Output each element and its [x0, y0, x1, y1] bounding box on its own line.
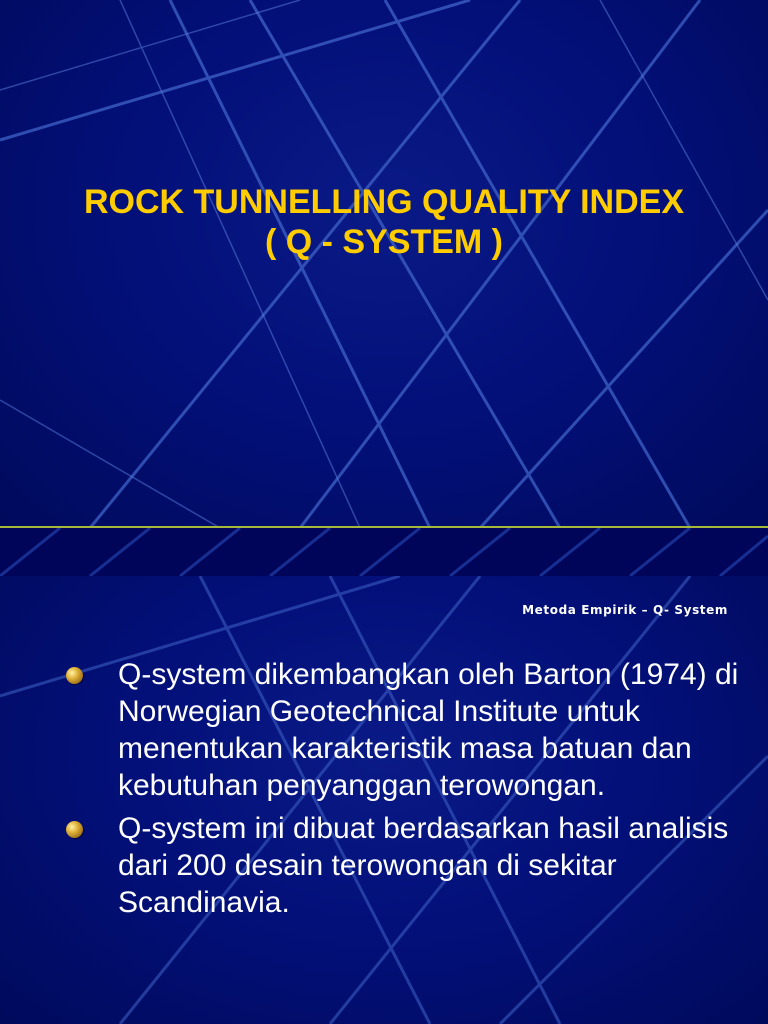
bullet-text: Q-system dikembangkan oleh Barton (1974) di Norwegian Geotechnical Institute untuk menentukan karakteristik masa batuan dan kebutuhan penyanggan terowongan.: [118, 658, 739, 802]
bullet-list: [62, 656, 752, 927]
list-item: [62, 810, 752, 921]
gap-decoration: [0, 528, 768, 576]
slide-header-note: Metoda Empirik – Q- System: [522, 603, 728, 617]
gold-bullet-icon: [66, 821, 83, 838]
gold-bullet-icon: [66, 667, 83, 684]
title-line-2: ( Q - SYSTEM ): [265, 223, 503, 261]
title-line-1: ROCK TUNNELLING QUALITY INDEX: [83, 183, 685, 221]
list-item: [62, 656, 752, 804]
slide-gap: [0, 528, 768, 576]
slide-title: [0, 182, 768, 262]
bullet-text: Q-system ini dibuat berdasarkan hasil analisis dari 200 desain terowongan di sekitar Scandinavia.: [118, 812, 729, 919]
content-slide: [0, 576, 768, 1024]
